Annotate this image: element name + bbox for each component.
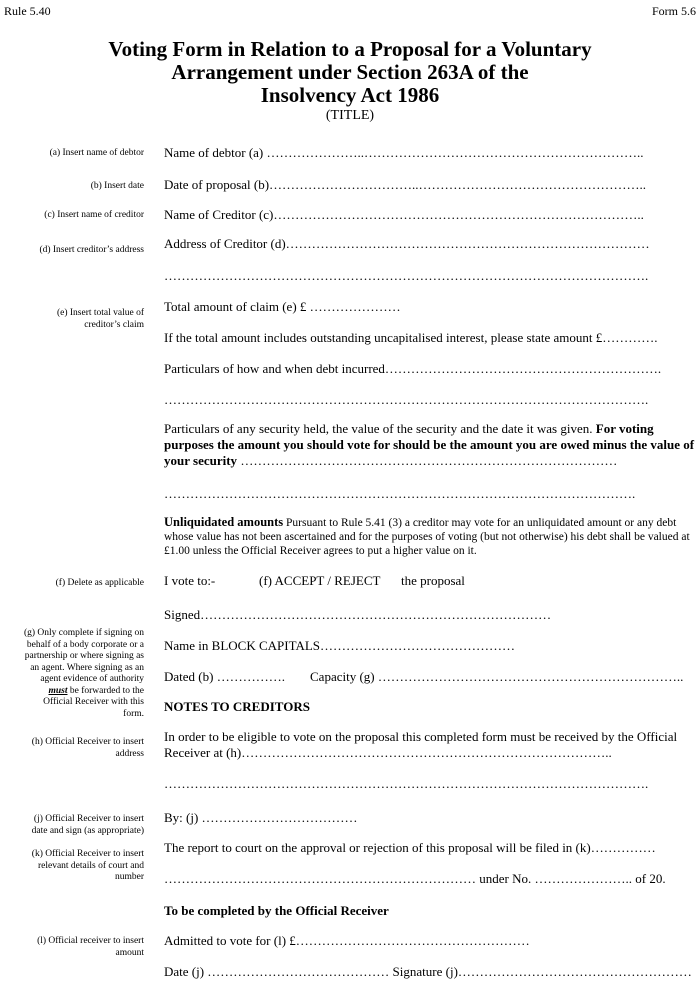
vote-tail: the proposal: [401, 573, 465, 588]
note-g-line-5: agent evidence of authority: [40, 674, 144, 684]
note-k-line-2: relevant details of court and: [37, 860, 144, 871]
note-g-line-1: (g) Only complete if signing on: [23, 628, 144, 638]
note-e-line-2: creditor’s claim: [84, 319, 144, 330]
unliquidated-text: Pursuant to Rule 5.41 (3) a creditor may vote for an unliquidated amount or any debt whose value has not been ascertained and for the purposes of voting (but not otherwise) his debt shall be valued at £1.00 unless the Official Receiver agrees to put a higher value on it.: [164, 517, 690, 557]
note-e-line-1: (e) Insert total value of: [56, 308, 144, 318]
debt-particulars-line-2[interactable]: ………………………………………………………………………………………………….: [164, 392, 649, 407]
note-k-line-1: (k) Official Receiver to insert: [31, 849, 144, 859]
report-court-field[interactable]: The report to court on the approval or rejection of this proposal will be filed in (k)……………: [164, 840, 656, 855]
form-subtitle: (TITLE): [325, 108, 375, 123]
note-j: [32, 814, 144, 837]
dated-field[interactable]: Dated (b) …………….: [164, 669, 285, 684]
note-f: (f) Delete as applicable: [55, 578, 144, 588]
note-b: (b) Insert date: [90, 181, 144, 191]
note-g-line-3: partnership or where signing as: [24, 651, 144, 661]
note-l-line-2: amount: [115, 947, 144, 958]
note-h: [32, 737, 144, 760]
note-g-line-8: form.: [123, 708, 144, 719]
title-line-2: Arrangement under Section 263A of the: [171, 60, 529, 84]
creditor-address-field[interactable]: Address of Creditor (d)…………………………………………………………………………: [164, 236, 650, 251]
note-g-line-7: Official Receiver with this: [43, 697, 144, 707]
capacity-field[interactable]: Capacity (g) ……………………………………………………………..: [310, 669, 684, 684]
note-g-line-6-rest: be forwarded to the: [67, 685, 144, 696]
note-g-must: must: [48, 685, 68, 696]
admitted-amount-field[interactable]: Admitted to vote for (l) £………………………………………………: [164, 933, 530, 948]
title-line-1: Voting Form in Relation to a Proposal for a Voluntary: [108, 37, 592, 61]
note-l-line-1: (l) Official receiver to insert: [37, 936, 144, 946]
form-number: Form 5.6: [651, 4, 696, 18]
unliquidated-heading: Unliquidated amounts: [164, 515, 284, 529]
note-e: [57, 308, 144, 331]
date-signature-field[interactable]: Date (j) …………………………………… Signature (j)………………………………………………: [164, 964, 692, 979]
note-g-line-2: behalf of a body corporate or a: [26, 639, 144, 650]
rule-number: Rule 5.40: [4, 4, 51, 18]
note-g-line-6: [24, 686, 144, 698]
title-line-3: Insolvency Act 1986: [260, 83, 440, 107]
court-number-field[interactable]: ……………………………………………………………… under No. ………………….. of 20.: [164, 871, 666, 886]
security-dots: ……………………………………………………………………………: [237, 453, 618, 468]
creditor-address-line-2[interactable]: ………………………………………………………………………………………………….: [164, 268, 649, 283]
debtor-name-field[interactable]: Name of debtor (a) …………………..………………………………………………………..: [164, 145, 644, 160]
notes-paragraph[interactable]: In order to be eligible to vote on the proposal this completed form must be received by the Official Receiver at (h)…………………………………………………………………………..: [164, 729, 678, 760]
vote-label: I vote to:-: [164, 573, 216, 588]
note-c: (c) Insert name of creditor: [44, 210, 144, 220]
unliquidated-paragraph: [164, 515, 696, 558]
debt-particulars-field[interactable]: Particulars of how and when debt incurred……………………………………………………….: [164, 361, 662, 376]
note-k: [32, 849, 144, 884]
security-text: Particulars of any security held, the value of the security and the date it was given.: [164, 421, 596, 436]
by-field[interactable]: By: (j) ………………………………: [164, 810, 358, 825]
note-a: (a) Insert name of debtor: [49, 148, 144, 158]
notes-heading: NOTES TO CREDITORS: [164, 699, 310, 714]
note-j-line-2: date and sign (as appropriate): [31, 825, 144, 836]
block-capitals-field[interactable]: Name in BLOCK CAPITALS………………………………………: [164, 638, 516, 653]
note-g: [24, 628, 144, 720]
note-j-line-1: (j) Official Receiver to insert: [33, 814, 144, 824]
creditor-name-field[interactable]: Name of Creditor (c)…………………………………………………………………………..: [164, 207, 644, 222]
note-h-line-1: (h) Official Receiver to insert: [31, 737, 144, 747]
security-line-2[interactable]: ……………………………………………………………………………………………….: [164, 486, 636, 501]
note-h-line-2: address: [115, 748, 144, 759]
signature-field[interactable]: Signed………………………………………………………………………: [164, 607, 552, 622]
official-receiver-heading: To be completed by the Official Receiver: [164, 903, 389, 918]
claim-amount-field[interactable]: Total amount of claim (e) £ …………………: [164, 299, 401, 314]
security-bold-text: For voting purposes the amount you should vote for should be the amount you are owed minus the value of your security: [164, 421, 695, 468]
note-d: (d) Insert creditor’s address: [39, 245, 144, 255]
note-l: [37, 936, 144, 959]
form-title: [0, 38, 700, 107]
vote-options[interactable]: (f) ACCEPT / REJECT: [259, 573, 381, 588]
note-g-line-4: an agent. Where signing as an: [30, 662, 144, 673]
note-k-line-3: number: [114, 872, 144, 882]
notes-address-line-2[interactable]: ………………………………………………………………………………………………….: [164, 776, 649, 791]
proposal-date-field[interactable]: Date of proposal (b)……………………………..……………………………………………..: [164, 177, 647, 192]
security-paragraph[interactable]: [164, 421, 696, 469]
interest-amount-field[interactable]: If the total amount includes outstanding uncapitalised interest, please state amount £………….: [164, 330, 658, 345]
